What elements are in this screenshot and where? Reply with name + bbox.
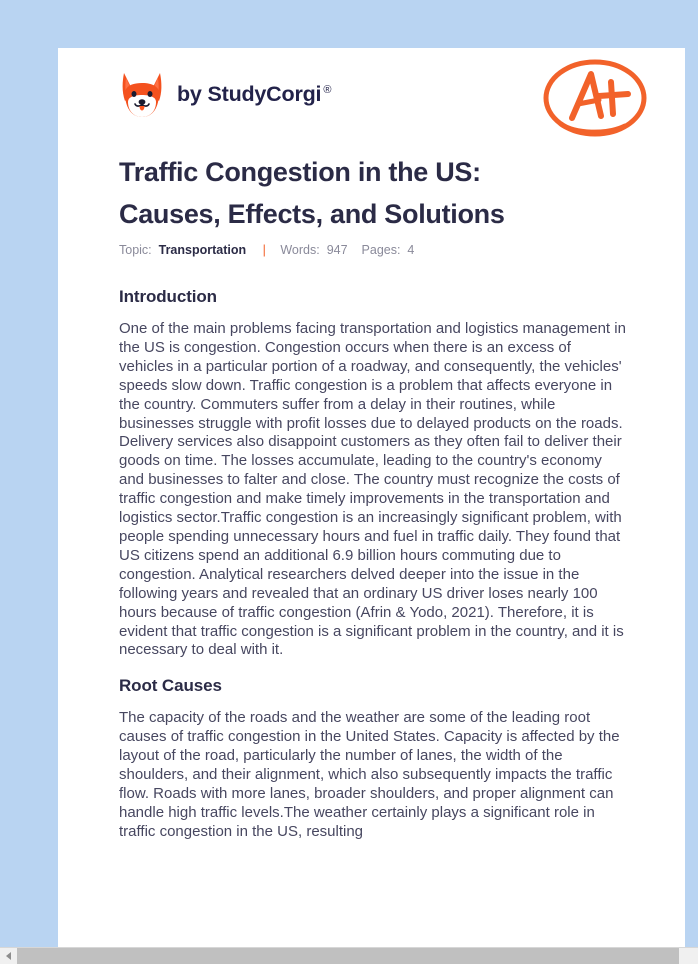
document-header: [58, 48, 685, 151]
document-card: [58, 48, 685, 947]
scrollbar-track[interactable]: [17, 948, 698, 964]
article-body: [58, 151, 685, 842]
document-meta: [119, 241, 626, 259]
meta-pages-value: 4: [407, 243, 415, 257]
brand-name: by StudyCorgi ®: [177, 82, 332, 107]
meta-words-label: Words:: [280, 243, 320, 257]
meta-topic-label: Topic:: [119, 243, 152, 257]
meta-separator: |: [262, 243, 266, 257]
scrollbar-thumb[interactable]: [17, 948, 679, 964]
chevron-left-icon: [6, 952, 11, 960]
section-heading-introduction: Introduction: [119, 287, 217, 306]
meta-topic-value[interactable]: Transportation: [158, 243, 247, 257]
scroll-left-button[interactable]: [0, 948, 17, 964]
brand-logo-group[interactable]: [119, 71, 331, 119]
meta-pages-label: Pages:: [361, 243, 401, 257]
corgi-head-icon: [119, 71, 165, 119]
page-title: Traffic Congestion in the US: Causes, Effects, and Solutions: [119, 157, 505, 229]
registered-trademark-icon: ®: [323, 84, 332, 97]
section-paragraph-root-causes: The capacity of the roads and the weather are some of the leading root causes of traffic congestion in the United States. Capacity is affected by the layout of the road, particularly the number of lanes, the width of the shoulders, and their alignment, which also subsequently impacts the traffic flow. Roads with more lanes, broader shoulders, and proper alignment can handle high traffic levels.The weather certainly plays a significant role in traffic congestion in the US, resulting: [119, 709, 620, 840]
section-paragraph-introduction: One of the main problems facing transportation and logistics management in the US is congestion. Congestion occurs when there is an excess of vehicles in a particular portion of a roadway, and consequently, the vehicles' speeds slow down. Traffic congestion is a problem that affects everyone in the country. Commuters suffer from a delay in their routines, while businesses struggle with profit losses due to delayed products on the roads. Delivery services also disappoint customers as they often fail to deliver their goods on time. The losses accumulate, leading to the country's economy and businesses to falter and close. The country must recognize the costs of traffic congestion and make timely improvements in the transportation and logistics sector.Traffic congestion is an increasingly significant problem, with people spending unnecessary hours and fuel in traffic daily. They found that US citizens spend an additional 6.9 billion hours commuting due to congestion. Analytical researchers delved deeper into the issue in the following years and revealed that an ordinary US driver loses nearly 100 hours because of traffic congestion (Afrin & Yodo, 2021). Therefore, it is evident that traffic congestion is a significant problem in the country, and it is necessary to deal with it.: [119, 320, 626, 659]
section-heading-root-causes: Root Causes: [119, 676, 222, 696]
a-plus-badge-icon: [539, 56, 651, 144]
meta-words-value: 947: [326, 243, 348, 257]
horizontal-scrollbar[interactable]: [0, 947, 698, 964]
